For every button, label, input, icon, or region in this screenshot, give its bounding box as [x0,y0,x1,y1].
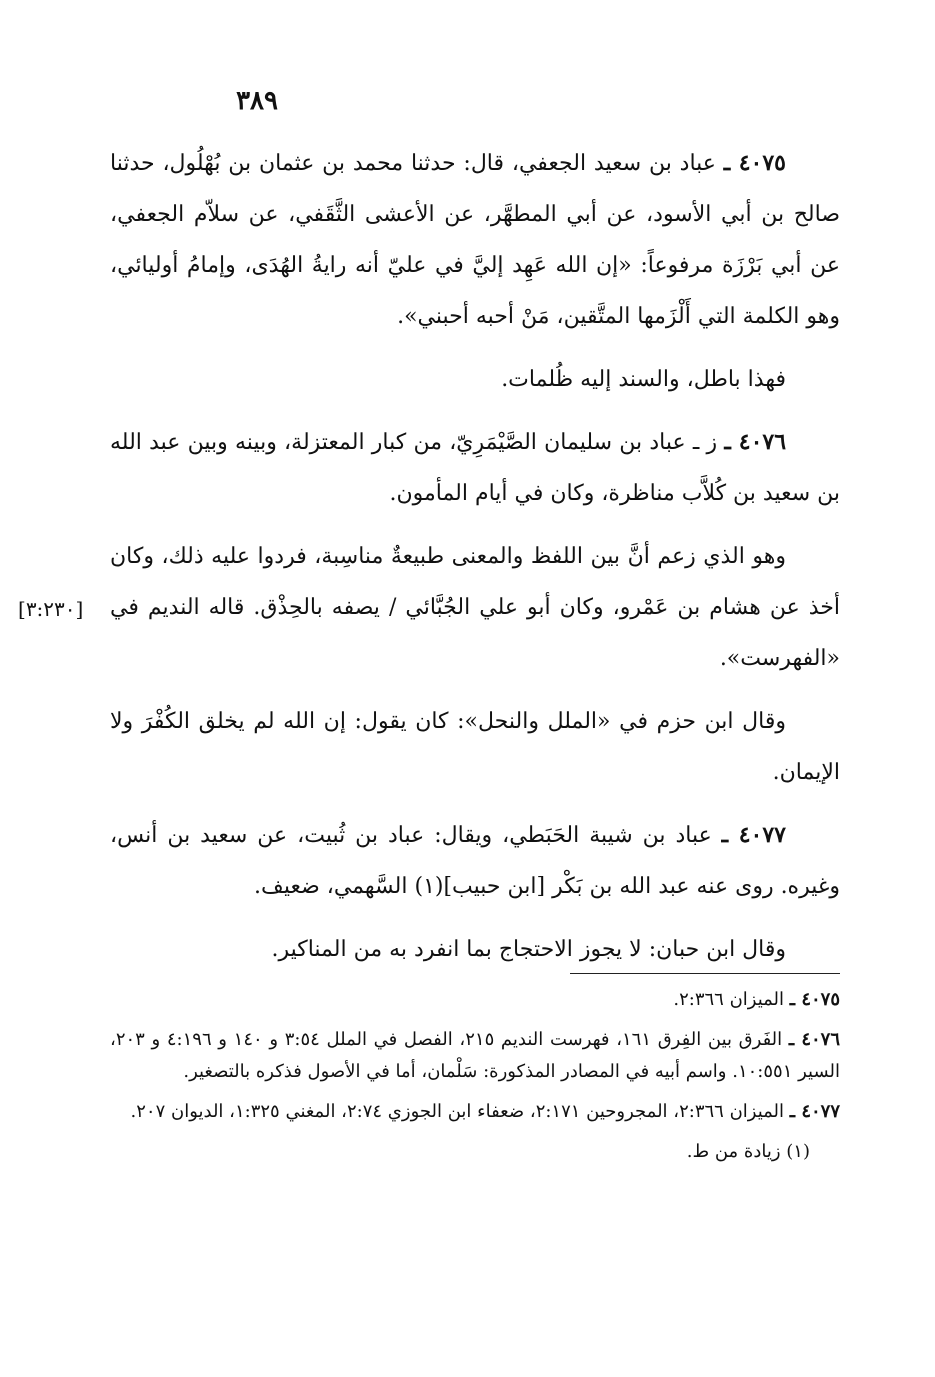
entry-ibn-hazm [110,696,840,798]
footnote-text: الميزان ٢:٣٦٦، المجروحين ٢:١٧١، ضعفاء ابن الجوزي ٢:٧٤، المغني ١:٣٢٥، الديوان ٢٠٧. [130,1101,785,1122]
footnote-4075 [110,984,840,1016]
margin-reference: [٣:٢٣٠] [18,597,84,621]
entry-number: ٤٠٧٦ ـ [724,429,787,455]
entry-number: ٤٠٧٧ ـ [721,822,786,848]
footnotes [110,984,840,1176]
entry-text: فهذا باطل، والسند إليه ظُلمات. [501,367,786,392]
entry-ibn-hibban [110,924,840,975]
footnote-text: الميزان ٢:٣٦٦. [673,989,785,1010]
entry-comment [110,354,840,405]
entry-text: عباد بن شيبة الحَبَطي، ويقال: عباد بن ثُبيت، عن سعيد بن أنس، وغيره. روى عنه عبد الله بن بَكْر [ابن حبيب](١) السَّهمي، ضعيف. [110,823,840,899]
entry-4076 [110,417,840,519]
entry-text: ز ـ عباد بن سليمان الصَّيْمَرِيّ، من كبار المعتزلة، وبينه وبين عبد الله بن سعيد بن كُلاَّب مناظرة، وكان في أيام المأمون. [110,430,840,506]
footnote-divider [570,973,840,974]
entry-text: عباد بن سعيد الجعفي، قال: حدثنا محمد بن عثمان بن بُهْلُول، حدثنا صالح بن أبي الأسود، عن أبي المطهَّر، عن الأعشى الثَّقَفي، عن سلاّم الجعفي، عن أبي بَرْزَة مرفوعاً: «إن الله عَهِد إليَّ في عليّ أنه رايةُ الهُدَى، وإمامُ أوليائي، وهو الكلمة التي أَلْزَمها المتَّقين، مَنْ أحبه أحبني». [110,151,840,329]
footnote-4077 [110,1096,840,1128]
entry-text: وقال ابن حبان: لا يجوز الاحتجاج بما انفرد به من المناكير. [271,937,786,962]
entry-4077 [110,810,840,912]
footnote-text: الفَرق بين الفِرق ١٦١، فهرست النديم ٢١٥، الفصل في الملل ٣:٥٤ و ١٤٠ و ٤:١٩٦ و ٢٠٣، السير ١٠:٥٥١. واسم أبيه في المصادر المذكورة: سَلْمان، أما في الأصول فذكره بالتصغير. [110,1029,840,1082]
entry-4076-continued [18,531,840,684]
footnote-text: (١) زيادة من ط. [686,1141,810,1162]
page-body [18,80,840,987]
footnote-1 [110,1136,840,1168]
footnote-number: ٤٠٧٦ ـ [788,1029,841,1050]
footnote-4076 [110,1024,840,1088]
page-number: ٣٨٩ [236,86,278,116]
entry-4075 [110,138,840,342]
entry-number: ٤٠٧٥ ـ [723,150,786,176]
entry-text: وقال ابن حزم في «الملل والنحل»: كان يقول: إن الله لم يخلق الكُفْرَ ولا الإيمان. [110,709,840,785]
footnote-number: ٤٠٧٧ ـ [789,1101,840,1122]
entry-text: وهو الذي زعم أنَّ بين اللفظ والمعنى طبيعةٌ مناسِبة، فردوا عليه ذلك، وكان أخذ عن هشام بن عَمْرو، وكان أبو علي الجُبَّائي / يصفه بالحِذْق. قاله النديم في «الفهرست». [110,544,840,671]
footnote-number: ٤٠٧٥ ـ [789,989,840,1010]
